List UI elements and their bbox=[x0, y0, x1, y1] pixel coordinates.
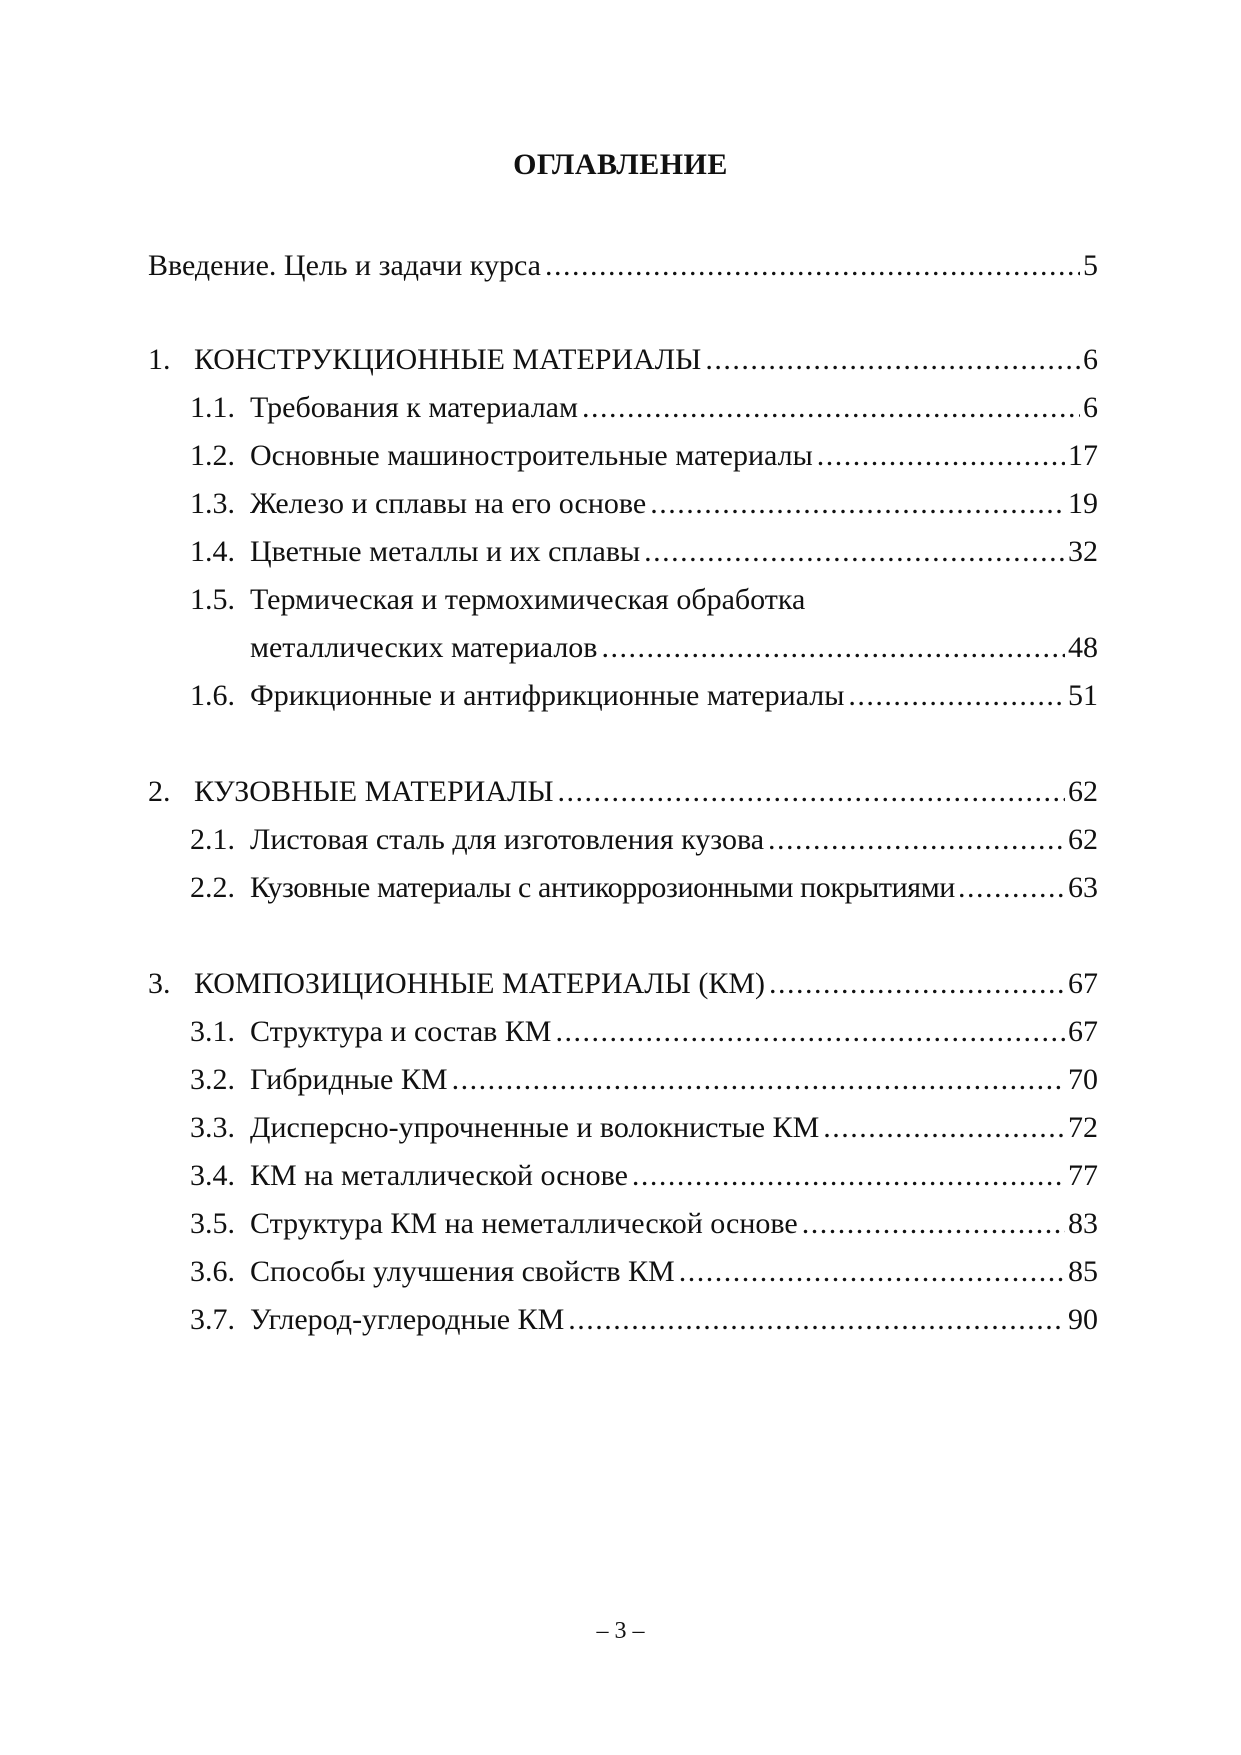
dot-leader bbox=[558, 772, 1066, 812]
toc-page-number: 85 bbox=[1068, 1255, 1098, 1288]
dot-leader bbox=[555, 1012, 1065, 1052]
subsection-number: 1.3. bbox=[190, 487, 235, 520]
toc-page-number: 6 bbox=[1083, 391, 1098, 424]
subsection-number: 3.2. bbox=[190, 1063, 235, 1096]
dot-leader bbox=[958, 868, 1067, 908]
dot-leader bbox=[705, 340, 1080, 380]
subsection-title: Кузовные материалы с антикоррозионными покрытиями bbox=[250, 871, 955, 904]
toc-page-number: 63 bbox=[1068, 871, 1098, 904]
toc-page-number: 17 bbox=[1068, 439, 1098, 472]
toc-subsection-3-4[interactable] bbox=[190, 1156, 1098, 1196]
toc-section-1[interactable] bbox=[148, 340, 1098, 380]
toc-subsection-1-5-line1[interactable] bbox=[190, 580, 1098, 620]
toc-page-number: 19 bbox=[1068, 487, 1098, 520]
subsection-title: Дисперсно-упрочненные и волокнистые КМ bbox=[250, 1111, 820, 1144]
dot-leader bbox=[768, 820, 1065, 860]
toc-page-number: 72 bbox=[1068, 1111, 1098, 1144]
subsection-title: Термическая и термохимическая обработка bbox=[250, 583, 806, 616]
dot-leader bbox=[848, 676, 1065, 716]
subsection-title: Структура КМ на неметаллической основе bbox=[250, 1207, 798, 1240]
toc-page-number: 51 bbox=[1068, 679, 1098, 712]
dot-leader bbox=[582, 388, 1080, 428]
subsection-number: 1.4. bbox=[190, 535, 235, 568]
toc-page-number: 77 bbox=[1068, 1159, 1098, 1192]
toc-subsection-1-6[interactable] bbox=[190, 676, 1098, 716]
toc-subsection-2-2[interactable] bbox=[190, 868, 1098, 908]
toc-entry-text: Введение. Цель и задачи курса bbox=[148, 249, 541, 282]
subsection-title-continuation: металлических материалов bbox=[250, 631, 598, 664]
footer-page-number: – 3 – bbox=[596, 1618, 645, 1644]
section-title: КОНСТРУКЦИОННЫЕ МАТЕРИАЛЫ bbox=[194, 343, 702, 376]
subsection-number: 3.4. bbox=[190, 1159, 235, 1192]
toc-entry-intro[interactable] bbox=[148, 246, 1098, 286]
dot-leader bbox=[679, 1252, 1065, 1292]
dot-leader bbox=[802, 1204, 1065, 1244]
section-title: КОМПОЗИЦИОННЫЕ МАТЕРИАЛЫ (КМ) bbox=[194, 967, 765, 1000]
section-number: 3. bbox=[148, 967, 171, 1000]
toc-subsection-3-1[interactable] bbox=[190, 1012, 1098, 1052]
subsection-number: 1.6. bbox=[190, 679, 235, 712]
toc-page-number: 70 bbox=[1068, 1063, 1098, 1096]
subsection-number: 1.1. bbox=[190, 391, 235, 424]
toc-subsection-1-3[interactable] bbox=[190, 484, 1098, 524]
subsection-title: Основные машиностроительные материалы bbox=[250, 439, 813, 472]
toc-subsection-3-7[interactable] bbox=[190, 1300, 1098, 1340]
dot-leader bbox=[632, 1156, 1065, 1196]
subsection-title: КМ на металлической основе bbox=[250, 1159, 628, 1192]
toc-subsection-1-5-line2[interactable] bbox=[250, 628, 1098, 668]
subsection-title: Способы улучшения свойств КМ bbox=[250, 1255, 675, 1288]
toc-subsection-3-5[interactable] bbox=[190, 1204, 1098, 1244]
toc-page-number: 67 bbox=[1068, 1015, 1098, 1048]
toc-page-number: 6 bbox=[1083, 343, 1098, 376]
subsection-number: 3.1. bbox=[190, 1015, 235, 1048]
section-number: 1. bbox=[148, 343, 171, 376]
subsection-title: Требования к материалам bbox=[250, 391, 578, 424]
toc-subsection-3-2[interactable] bbox=[190, 1060, 1098, 1100]
dot-leader bbox=[452, 1060, 1065, 1100]
dot-leader bbox=[545, 246, 1080, 286]
section-title: КУЗОВНЫЕ МАТЕРИАЛЫ bbox=[194, 775, 554, 808]
section-number: 2. bbox=[148, 775, 171, 808]
subsection-title: Гибридные КМ bbox=[250, 1063, 448, 1096]
page-title: ОГЛАВЛЕНИЕ bbox=[513, 148, 728, 181]
dot-leader bbox=[650, 484, 1065, 524]
toc-page-number: 83 bbox=[1068, 1207, 1098, 1240]
subsection-number: 2.2. bbox=[190, 871, 235, 904]
toc-page-number: 5 bbox=[1083, 249, 1098, 282]
subsection-title: Углерод-углеродные КМ bbox=[250, 1303, 565, 1336]
subsection-number: 3.7. bbox=[190, 1303, 235, 1336]
subsection-title: Структура и состав КМ bbox=[250, 1015, 552, 1048]
subsection-number: 3.3. bbox=[190, 1111, 235, 1144]
toc-page-number: 32 bbox=[1068, 535, 1098, 568]
toc-subsection-3-3[interactable] bbox=[190, 1108, 1098, 1148]
toc-subsection-2-1[interactable] bbox=[190, 820, 1098, 860]
dot-leader bbox=[601, 628, 1065, 668]
subsection-title: Листовая сталь для изготовления кузова bbox=[250, 823, 765, 856]
subsection-title: Железо и сплавы на его основе bbox=[250, 487, 647, 520]
toc-page-number: 48 bbox=[1068, 631, 1098, 664]
dot-leader bbox=[823, 1108, 1065, 1148]
toc-page-number: 90 bbox=[1068, 1303, 1098, 1336]
toc-subsection-1-4[interactable] bbox=[190, 532, 1098, 572]
toc-subsection-1-2[interactable] bbox=[190, 436, 1098, 476]
toc-page-number: 62 bbox=[1068, 823, 1098, 856]
dot-leader bbox=[644, 532, 1065, 572]
toc-section-3[interactable] bbox=[148, 964, 1098, 1004]
dot-leader bbox=[568, 1300, 1065, 1340]
subsection-number: 3.6. bbox=[190, 1255, 235, 1288]
toc-subsection-1-1[interactable] bbox=[190, 388, 1098, 428]
dot-leader bbox=[817, 436, 1065, 476]
toc-page-number: 67 bbox=[1068, 967, 1098, 1000]
toc-subsection-3-6[interactable] bbox=[190, 1252, 1098, 1292]
subsection-number: 2.1. bbox=[190, 823, 235, 856]
subsection-number: 1.5. bbox=[190, 583, 235, 616]
subsection-title: Цветные металлы и их сплавы bbox=[250, 535, 641, 568]
subsection-number: 3.5. bbox=[190, 1207, 235, 1240]
toc-section-2[interactable] bbox=[148, 772, 1098, 812]
dot-leader bbox=[769, 964, 1065, 1004]
toc-page-number: 62 bbox=[1068, 775, 1098, 808]
subsection-number: 1.2. bbox=[190, 439, 235, 472]
subsection-title: Фрикционные и антифрикционные материалы bbox=[250, 679, 845, 712]
